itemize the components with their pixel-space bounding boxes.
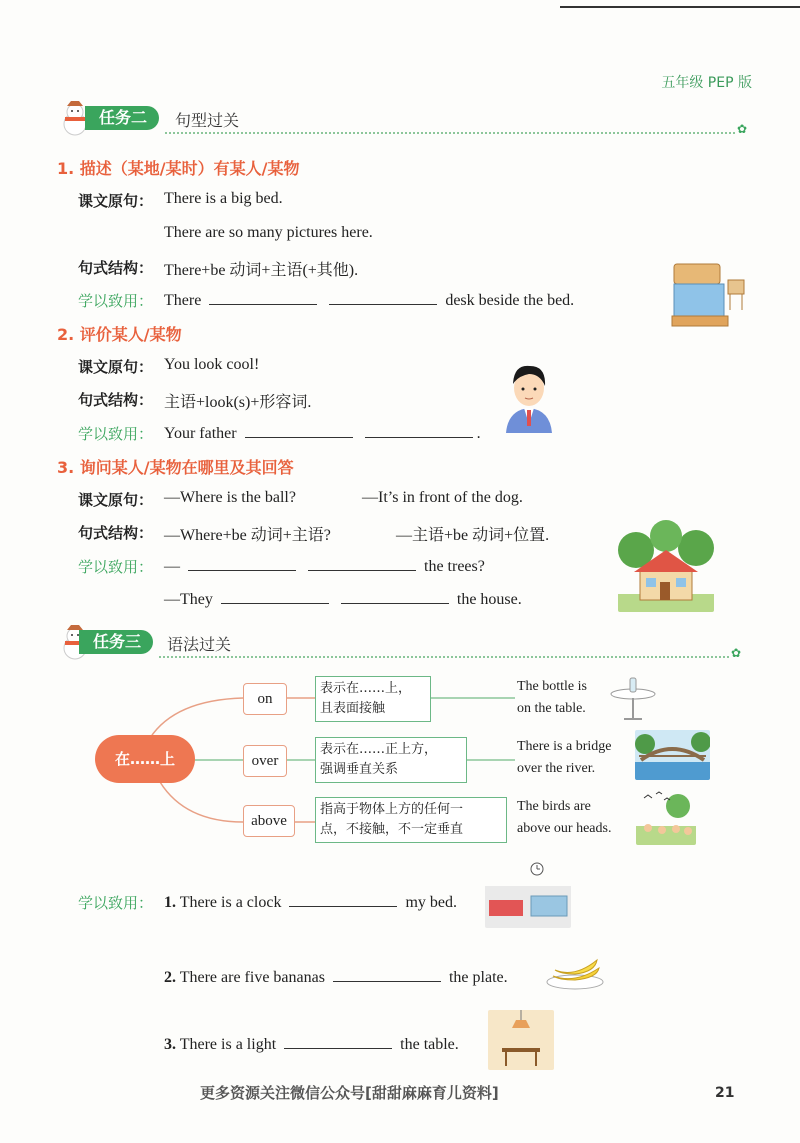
birds-above-heads-icon	[636, 790, 696, 845]
section2-apply-label: 学以致用：	[78, 425, 154, 443]
answer-blank[interactable]	[209, 290, 317, 305]
branch-above-word: above	[243, 805, 295, 837]
branch-above-desc	[315, 797, 507, 843]
section2-original-1: You look cool!	[164, 356, 260, 373]
branch-on-example-line2: on the table.	[517, 701, 586, 716]
task3-subtitle: 语法过关	[167, 635, 232, 654]
section3-original-q: —Where is the ball?	[164, 489, 296, 506]
page-number: 21	[715, 1085, 735, 1101]
exercise-3-end: the table.	[400, 1036, 459, 1053]
answer-blank[interactable]	[308, 556, 416, 571]
branch-on-example-line1: The bottle is	[517, 679, 587, 694]
section1-apply-label: 学以致用：	[78, 292, 154, 310]
task2-badge: 任务二	[85, 106, 159, 130]
section3-apply-a-start: —They	[164, 591, 213, 608]
answer-blank[interactable]	[333, 967, 441, 982]
branch-over-example	[517, 736, 611, 780]
house-trees-illustration-icon	[618, 520, 714, 612]
section2-original-label: 课文原句：	[78, 358, 154, 376]
section2-structure: 主语+look(s)+形容词.	[164, 394, 312, 411]
branch-above-example-line2: above our heads.	[517, 821, 612, 836]
section1-structure-label: 句式结构：	[78, 259, 154, 277]
flower-icon: ✿	[731, 646, 742, 660]
section2-apply-end: .	[476, 425, 481, 442]
branch-above-example	[517, 796, 611, 840]
section1-structure: There+be 动词+主语(+其他).	[164, 262, 359, 279]
clock-bedroom-icon	[485, 860, 571, 928]
exercise-2-start: There are five bananas	[179, 969, 325, 986]
exercise-3	[164, 1034, 459, 1054]
branch-over-example-line1: There is a bridge	[517, 739, 612, 754]
section3-apply-q-end: the trees?	[424, 558, 485, 575]
section2-apply-start: Your father	[164, 425, 237, 442]
branch-over-word: over	[243, 745, 287, 777]
mind-map-center: 在……上	[95, 735, 195, 783]
branch-above-desc-line1: 指高于物体上方的任何一	[320, 802, 464, 817]
exercise-2-number: 2.	[164, 969, 176, 986]
top-rule	[560, 6, 800, 8]
section3-apply-a	[164, 589, 522, 609]
exercise-1-start: There is a clock	[179, 894, 282, 911]
answer-blank[interactable]	[284, 1034, 392, 1049]
answer-blank[interactable]	[221, 589, 329, 604]
bananas-plate-icon	[545, 948, 605, 990]
section2-apply	[164, 423, 481, 443]
branch-above-desc-line2: 点，不接触，不一定垂直	[320, 822, 464, 837]
flower-icon: ✿	[737, 122, 748, 136]
exercise-1-end: my bed.	[405, 894, 457, 911]
section1-original-label: 课文原句：	[78, 192, 154, 210]
task3-apply-label: 学以致用：	[78, 894, 154, 912]
branch-over-desc	[315, 737, 467, 783]
section3-original-label: 课文原句：	[78, 491, 154, 509]
exercise-1-number: 1.	[164, 894, 176, 911]
branch-on-example	[517, 676, 587, 720]
answer-blank[interactable]	[245, 423, 353, 438]
section1-original-1: There is a big bed.	[164, 190, 283, 207]
section3-original-a: —It’s in front of the dog.	[362, 489, 523, 506]
branch-over-desc-line1: 表示在……正上方，	[320, 742, 438, 757]
exercise-3-number: 3.	[164, 1036, 176, 1053]
task3-dotted-rule	[159, 656, 729, 658]
section1-apply-start: There	[164, 292, 202, 309]
section2-title: 2. 评价某人/某物	[57, 325, 182, 344]
section3-structure-label: 句式结构：	[78, 524, 154, 542]
task2-dotted-rule	[165, 132, 735, 134]
light-over-table-icon	[488, 1010, 554, 1070]
exercise-2	[164, 967, 508, 987]
answer-blank[interactable]	[329, 290, 437, 305]
task3-header	[55, 624, 745, 660]
branch-above-example-line1: The birds are	[517, 799, 591, 814]
section1-original-2: There are so many pictures here.	[164, 224, 373, 241]
branch-over-example-line2: over the river.	[517, 761, 596, 776]
branch-on-word: on	[243, 683, 287, 715]
section3-structure-q: —Where+be 动词+主语?	[164, 527, 331, 544]
section1-title: 1. 描述（某地/某时）有某人/某物	[57, 159, 300, 178]
section3-apply-q-start: —	[164, 558, 180, 575]
section3-apply-label: 学以致用：	[78, 558, 154, 576]
task2-header	[55, 100, 748, 136]
task3-badge: 任务三	[79, 630, 153, 654]
footer-promo: 更多资源关注微信公众号[甜甜麻麻育儿资料]	[200, 1084, 499, 1102]
bottle-on-table-icon	[608, 672, 658, 722]
branch-on-desc-line2: 且表面接触	[320, 701, 386, 716]
branch-over-desc-line2: 强调垂直关系	[320, 762, 399, 777]
section3-title: 3. 询问某人/某物在哪里及其回答	[57, 458, 294, 477]
bed-illustration-icon	[668, 258, 748, 333]
task2-subtitle: 句型过关	[175, 111, 240, 130]
section3-apply-a-end: the house.	[456, 591, 522, 608]
section2-structure-label: 句式结构：	[78, 391, 154, 409]
section1-apply-end: desk beside the bed.	[445, 292, 575, 309]
exercise-1	[164, 892, 457, 912]
branch-on-desc-line1: 表示在……上，	[320, 681, 412, 696]
answer-blank[interactable]	[289, 892, 397, 907]
section3-apply-q	[164, 556, 485, 576]
answer-blank[interactable]	[365, 423, 473, 438]
exercise-2-end: the plate.	[448, 969, 508, 986]
section1-apply	[164, 290, 574, 310]
grade-label: 五年级 PEP 版	[661, 75, 752, 91]
answer-blank[interactable]	[341, 589, 449, 604]
answer-blank[interactable]	[188, 556, 296, 571]
boy-illustration-icon	[500, 358, 558, 433]
exercise-3-start: There is a light	[179, 1036, 277, 1053]
branch-on-desc	[315, 676, 431, 722]
bridge-over-river-icon	[635, 730, 710, 780]
section3-structure-a: —主语+be 动词+位置.	[396, 527, 550, 544]
